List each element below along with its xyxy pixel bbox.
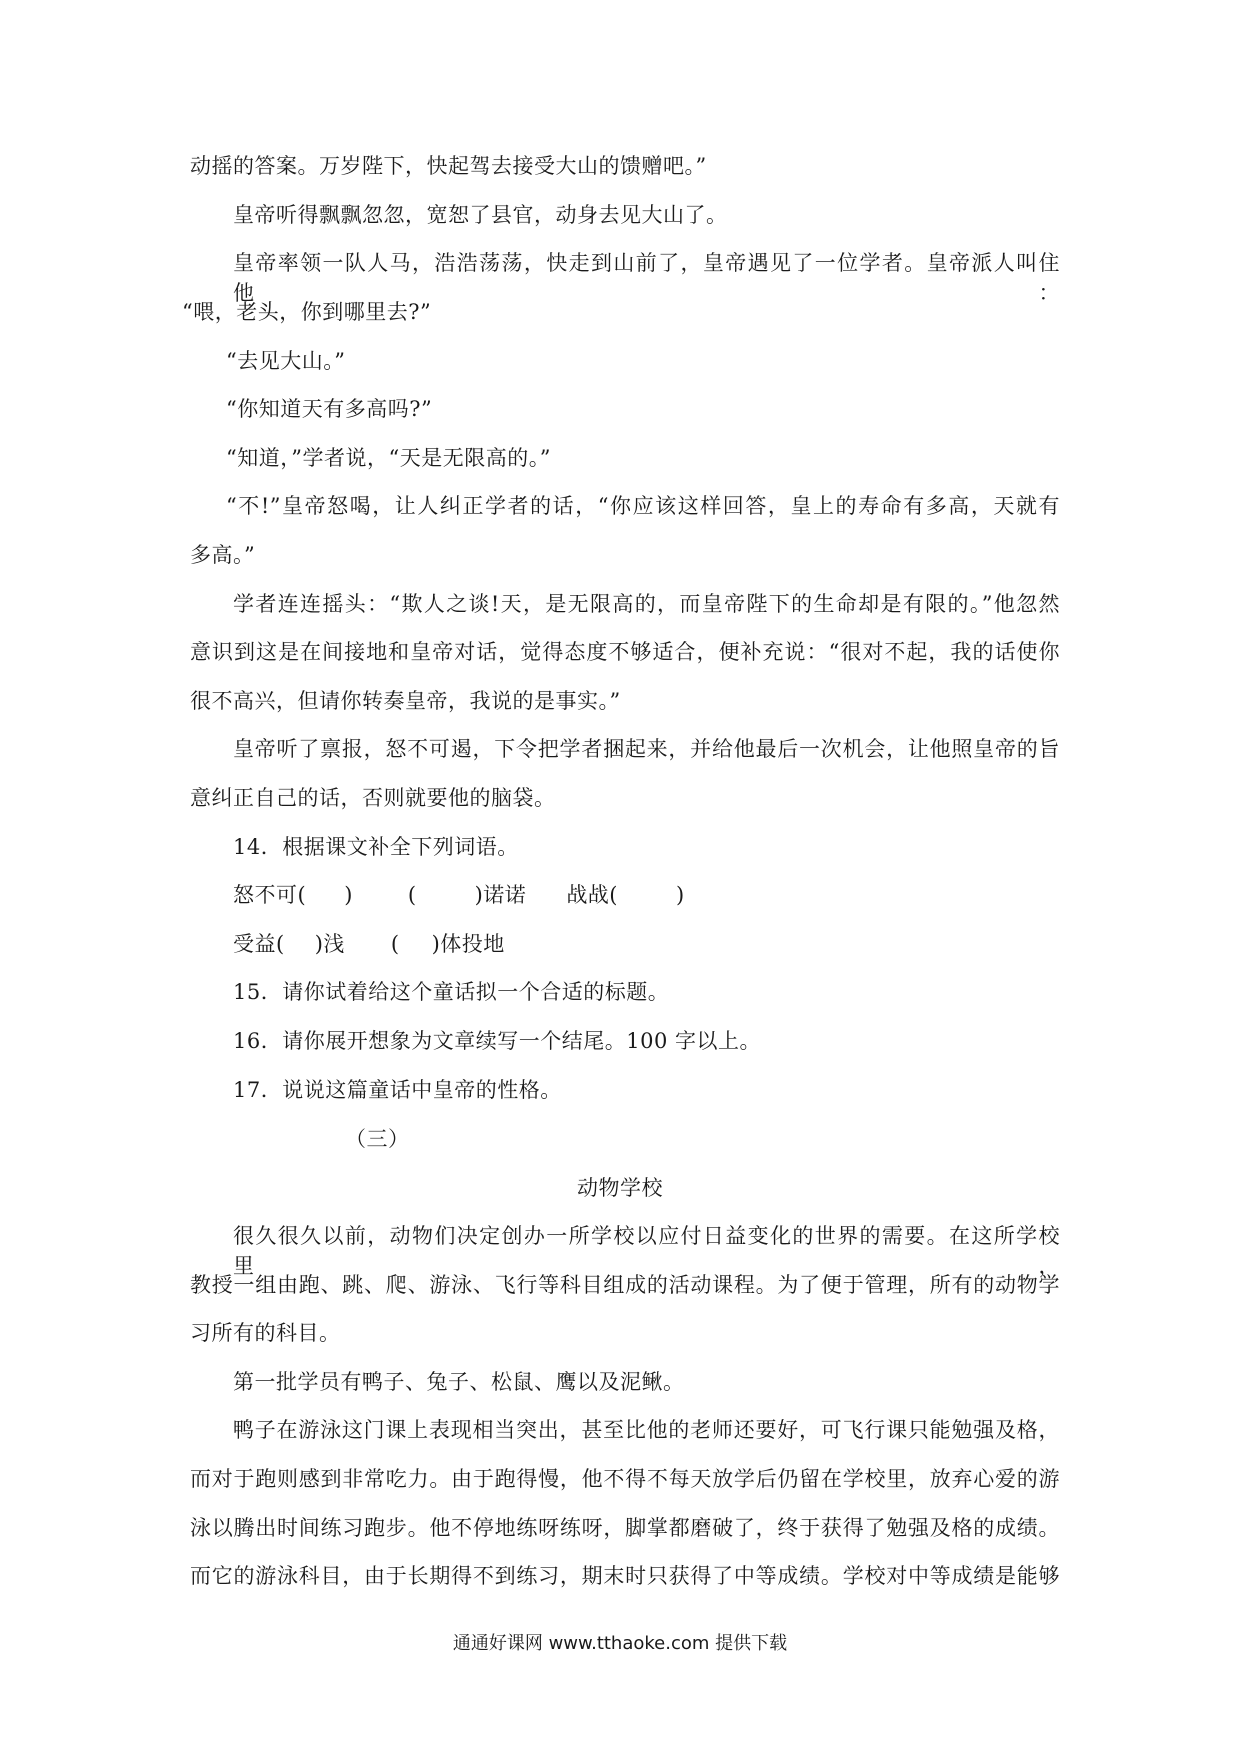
paragraph-line: 教授一组由跑、跳、爬、游泳、飞行等科目组成的活动课程。为了便于管理，所有的动物学 — [190, 1273, 1060, 1297]
section-title: 动物学校 — [577, 1176, 663, 1200]
paragraph-line: 皇帝听了禀报，怒不可遏，下令把学者捆起来，并给他最后一次机会，让他照皇帝的旨 — [233, 737, 1060, 761]
paragraph-line: 很不高兴，但请你转奏皇帝，我说的是事实。” — [190, 689, 621, 713]
blank-5-open: ( — [390, 932, 400, 956]
paragraph-line: 皇帝率领一队人马，浩浩荡荡，快走到山前了，皇帝遇见了一位学者。皇帝派人叫住他： — [233, 251, 1060, 305]
blank-3-close: ) — [676, 883, 685, 907]
paragraph-line: “去见大山。” — [226, 349, 346, 373]
paragraph-line: 很久很久以前，动物们决定创办一所学校以应付日益变化的世界的需要。在这所学校里， — [233, 1224, 1060, 1278]
paragraph-line: 学者连连摇头：“欺人之谈!天，是无限高的，而皇帝陛下的生命却是有限的。”他忽然 — [233, 592, 1060, 616]
paragraph-line: “不!”皇帝怒喝，让人纠正学者的话，“你应该这样回答，皇上的寿命有多高，天就有 — [226, 494, 1060, 518]
paragraph-line: 多高。” — [190, 543, 256, 567]
question-14: 14．根据课文补全下列词语。 — [233, 835, 519, 859]
paragraph-line: 意纠正自己的话，否则就要他的脑袋。 — [190, 786, 556, 810]
blank-4-close: )浅 — [314, 932, 345, 956]
blank-2-open: ( — [407, 883, 417, 907]
paragraph-line: 泳以腾出时间练习跑步。他不停地练呀练呀，脚掌都磨破了，终于获得了勉强及格的成绩。 — [190, 1516, 1060, 1540]
blank-5-close: )体投地 — [431, 932, 505, 956]
blank-3-open: 战战( — [566, 883, 619, 907]
fill-blank-row-1 — [233, 880, 685, 910]
fill-blank-row-2 — [233, 929, 505, 959]
blank-4: 受益( — [233, 932, 285, 956]
paragraph-line: 皇帝听得飘飘忽忽，宽恕了县官，动身去见大山了。 — [233, 203, 728, 227]
page-footer: 通通好课网 www.tthaoke.com 提供下载 — [452, 1633, 788, 1654]
paragraph-line: 动摇的答案。万岁陛下，快起驾去接受大山的馈赠吧。” — [190, 154, 707, 178]
blank-1-close: ) — [344, 883, 353, 907]
question-15: 15．请你试着给这个童话拟一个合适的标题。 — [233, 980, 670, 1004]
paragraph-line: 鸭子在游泳这门课上表现相当突出，甚至比他的老师还要好，可飞行课只能勉强及格， — [233, 1418, 1060, 1442]
paragraph-line: “知道，”学者说，“天是无限高的。” — [226, 446, 551, 470]
paragraph-line: 而对于跑则感到非常吃力。由于跑得慢，他不得不每天放学后仍留在学校里，放弃心爱的游 — [190, 1467, 1060, 1491]
paragraph-line: “你知道天有多高吗?” — [226, 397, 433, 421]
question-16: 16．请你展开想象为文章续写一个结尾。100 字以上。 — [233, 1029, 761, 1053]
paragraph-line: 第一批学员有鸭子、兔子、松鼠、鹰以及泥鳅。 — [233, 1370, 685, 1394]
question-17: 17．说说这篇童话中皇帝的性格。 — [233, 1078, 562, 1102]
blank-1-open: 怒不可( — [233, 883, 307, 907]
paragraph-line: 意识到这是在间接地和皇帝对话，觉得态度不够适合，便补充说：“很对不起，我的话使你 — [190, 640, 1060, 664]
paragraph-line: “喂，老头，你到哪里去?” — [182, 300, 432, 324]
paragraph-line: 而它的游泳科目，由于长期得不到练习，期末时只获得了中等成绩。学校对中等成绩是能够 — [190, 1564, 1060, 1588]
section-label: （三） — [345, 1127, 410, 1151]
paragraph-line: 习所有的科目。 — [190, 1321, 341, 1345]
blank-2-close: )诺诺 — [474, 883, 527, 907]
